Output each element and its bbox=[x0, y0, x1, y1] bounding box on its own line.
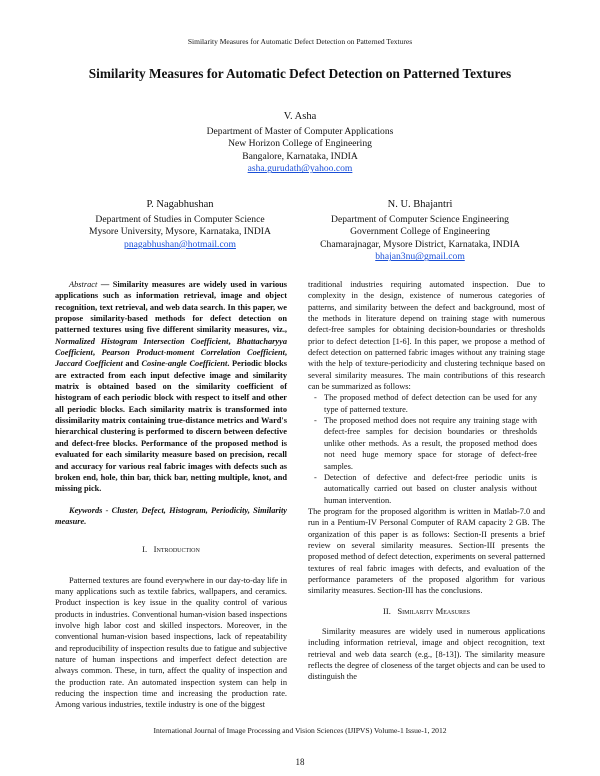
author-affiliation: Chamarajnagar, Mysore District, Karnataka, INDIA bbox=[320, 238, 520, 250]
paper-title: Similarity Measures for Automatic Defect Detection on Patterned Textures bbox=[88, 66, 512, 81]
introduction-paragraph: Patterned textures are found everywhere in our day-to-day life in many applications such as textile fabrics, wallpapers, and ceramics. Product inspection is key issue in the quality control of various products in industries. Conventional human-vision based inspections involve high labor cost and skilled inspectors. Moreover, in the conventional human-vision based inspections, lack of repeatability and reproducibility of inspection results due to fatigue and subjective nature of human inspections and imperfect defect detection are always common. These, in turn, affect the quality of inspection and the production rate. An automated inspection system can help in reducing the inspection time and increasing the production rate. Among various industries, textile industry is one of the biggest bbox=[55, 575, 287, 710]
author-affiliation: Bangalore, Karnataka, INDIA bbox=[242, 150, 358, 162]
list-item: - The proposed method does not require any training stage with defect-free samples for decision boundaries or thresholds unlike other methods. As a result, the proposed method does not need huge memory space for storage of defect-free samples. bbox=[308, 415, 545, 472]
author-name: V. Asha bbox=[283, 111, 317, 122]
list-item: - The proposed method of defect detection can be used for any type of patterned texture. bbox=[308, 392, 545, 415]
author-block-3 bbox=[295, 199, 545, 264]
author-name: N. U. Bhajantri bbox=[387, 199, 453, 210]
author-email-link[interactable]: bhajan3nu@gmail.com bbox=[375, 251, 465, 263]
running-header: Similarity Measures for Automatic Defect Detection on Patterned Textures bbox=[187, 37, 413, 46]
journal-footer: International Journal of Image Processing and Vision Sciences (IJIPVS) Volume-1 Issue-1, 2012 bbox=[153, 726, 447, 735]
body-paragraph: Similarity measures are widely used in numerous applications including information retrieval, image and object recognition, text retrieval and web data search (e.g., [8-13]). The similarity measure reflects the degree of closeness of the target objects and can be used to distinguish the bbox=[308, 626, 545, 682]
author-block-2 bbox=[55, 199, 305, 251]
body-paragraph: traditional industries requiring automated inspection. Due to complexity in the design, existence of numerous categories of patterns, and similarity between the defect and background, most of the methods in literature depend on training stage with numerous defect-free samples for obtaining decision-boundaries or thresholds prior to defect detection [1-6]. In this paper, we propose a method of defect detection on patterned fabric images without any training stage with the help of texture-periodicity and clustering technique based on several similarity measures. The main contributions of this research can be summarized as follows: bbox=[308, 280, 545, 392]
author-affiliation: Mysore University, Mysore, Karnataka, INDIA bbox=[89, 226, 271, 238]
author-affiliation: Department of Studies in Computer Science bbox=[95, 213, 265, 225]
right-column bbox=[308, 279, 545, 683]
section-heading: II. Similarity Measures bbox=[383, 605, 470, 616]
body-paragraph: The program for the proposed algorithm is written in Matlab-7.0 and run in a Pentium-IV Personal Computer of RAM capacity 2 GB. The organization of this paper is as follows: Section-II presents a brief review on several similarity measures. Section-III presents the proposed method of defect detection, experiments on several patterned textures of real fabric images with defects, and evaluation of the performance parameters of the proposed algorithm for various similarity measures. Section-III has the conclusions. bbox=[308, 506, 545, 596]
author-email-link[interactable]: asha.gurudath@yahoo.com bbox=[247, 163, 353, 175]
author-affiliation: Government College of Engineering bbox=[350, 226, 490, 238]
author-affiliation: Department of Computer Science Engineering bbox=[331, 213, 509, 225]
keywords-label: Keywords bbox=[69, 505, 103, 515]
list-item: - Detection of defective and defect-free periodic units is automatically carried out based on cluster analysis without human intervention. bbox=[308, 472, 545, 506]
author-email-link[interactable]: pnagabhushan@hotmail.com bbox=[124, 238, 236, 250]
author-affiliation: Department of Master of Computer Applications bbox=[206, 125, 394, 137]
section-heading: I. Introduction bbox=[142, 544, 200, 555]
contributions-list bbox=[308, 392, 545, 505]
page-number: 18 bbox=[295, 757, 305, 767]
abstract-label: Abstract bbox=[69, 280, 98, 289]
author-affiliation: New Horizon College of Engineering bbox=[228, 138, 372, 150]
author-name: P. Nagabhushan bbox=[146, 199, 214, 210]
author-block-1 bbox=[0, 111, 600, 176]
left-column bbox=[55, 279, 287, 711]
abstract-paragraph: Abstract — Similarity measures are widely used in various applications such as information retrieval, image and object recognition, text retrieval, and web data search. In this paper, we propose similarity-based methods for defect detection on patterned textures using five different similarity measures, viz., Normalized Histogram Intersection Coefficient, Bhattacharyya Coefficient, Pearson Product-moment Correlation Coefficient, Jaccard Coefficient and Cosine-angle Coefficient. Periodic blocks are extracted from each input defective image and similarity matrix is obtained based on the similarity coefficient of histogram of each periodic block with respect to itself and other all periodic blocks. Each similarity matrix is transformed into dissimilarity matrix containing true-distance metrics and Ward's hierarchical clustering is performed to discern between defective and defect-free blocks. Performance of the proposed method is evaluated for each similarity measure based on precision, recall and accuracy for various real fabric images with defects such as broken end, hole, thin bar, thick bar, netting multiple, knot, and missing pick. bbox=[55, 280, 288, 494]
keywords-paragraph: Keywords - Cluster, Defect, Histogram, Periodicity, Similarity measure. bbox=[55, 505, 287, 526]
